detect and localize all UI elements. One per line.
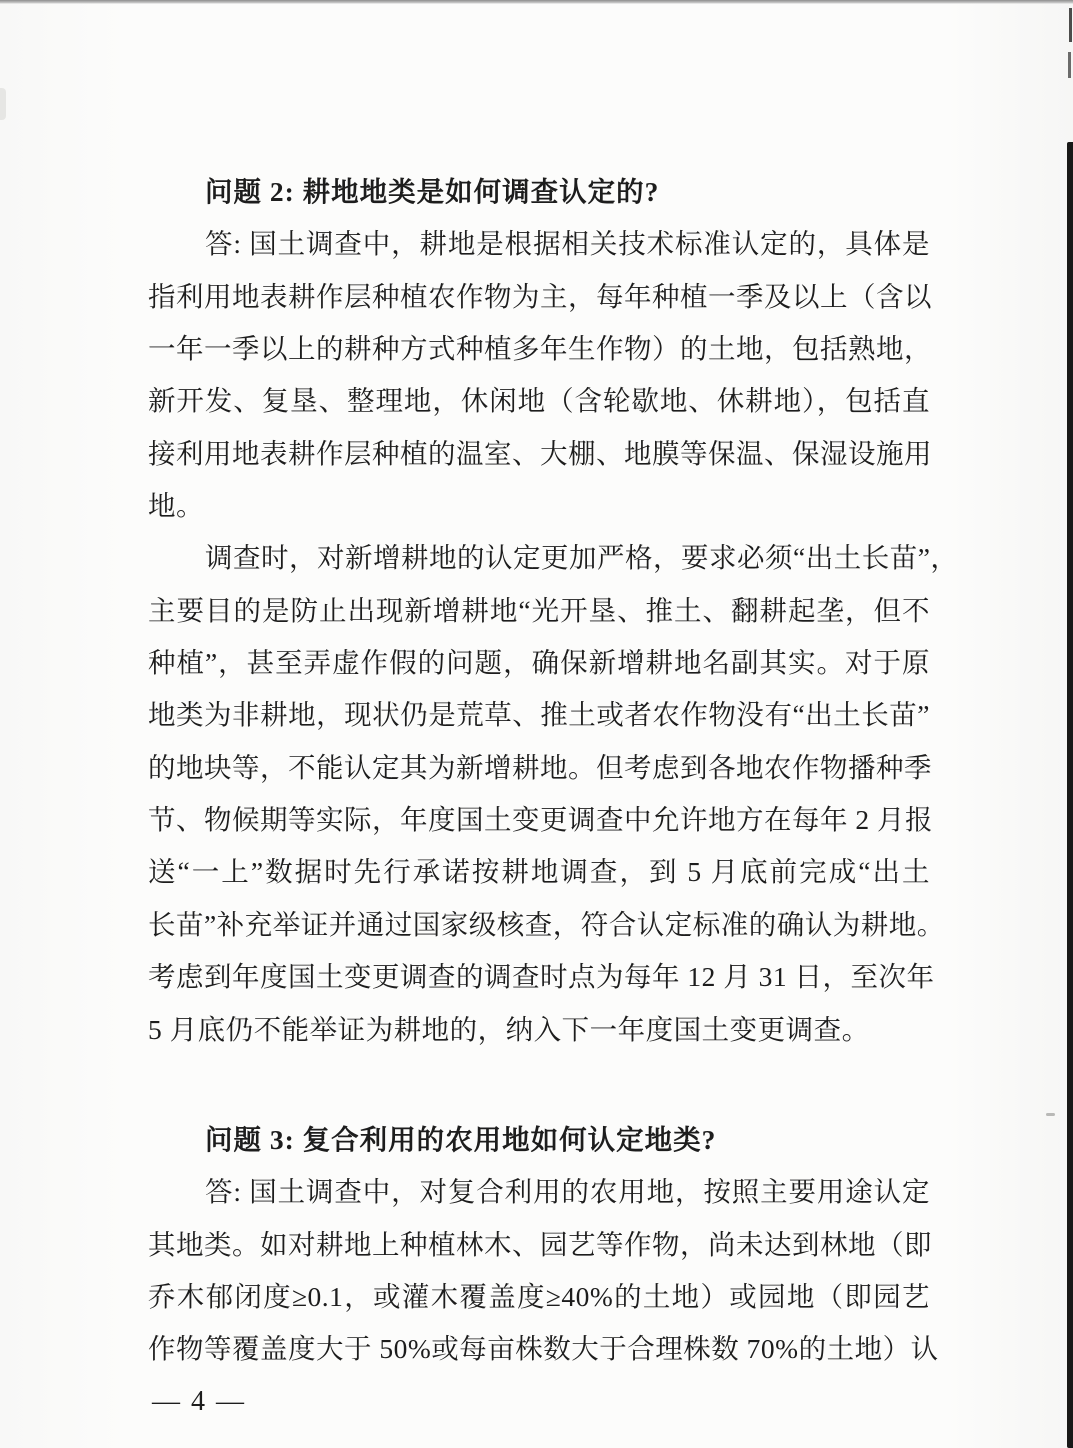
text-line: 一年一季以上的耕种方式种植多年生作物）的土地，包括熟地，: [148, 333, 932, 365]
page-number: — 4 —: [152, 1385, 246, 1417]
question-2-heading: 问题 2: 耕地地类是如何调查认定的?: [205, 176, 660, 207]
text-line: 地。: [148, 490, 204, 522]
text-line: 作物等覆盖度大于 50%或每亩株数大于合理株数 70%的土地）认: [148, 1333, 939, 1365]
text-line: 种植”，甚至弄虚作假的问题，确保新增耕地名副其实。对于原: [148, 647, 930, 679]
scan-right-speck-icon: [1069, 8, 1072, 42]
document-body: [148, 166, 959, 1428]
text-line: 其地类。如对耕地上种植林木、园艺等作物，尚未达到林地（即: [148, 1228, 932, 1260]
text-line: 新开发、复垦、整理地，休闲地（含轮歇地、休耕地），包括直: [148, 385, 930, 417]
text-line: 主要目的是防止出现新增耕地“光开垦、推土、翻耕起垄，但不: [148, 594, 930, 626]
text-line: 长苗”补充举证并通过国家级核查，符合认定标准的确认为耕地。: [148, 908, 945, 940]
text-line: 答: 国土调查中，对复合利用的农用地，按照主要用途认定: [205, 1176, 930, 1208]
scan-dust-speck-icon: [1046, 1113, 1055, 1116]
scan-left-speck-icon: [0, 88, 6, 120]
text-line: 答: 国土调查中，耕地是根据相关技术标准认定的，具体是: [205, 228, 930, 260]
text-line: 调查时，对新增耕地的认定更加严格，要求必须“出土长苗”，: [205, 542, 959, 574]
scan-right-edge-artifact: [1067, 142, 1073, 1448]
text-line: 5 月底仍不能举证为耕地的，纳入下一年度国土变更调查。: [148, 1013, 870, 1045]
text-line: 考虑到年度国土变更调查的调查时点为每年 12 月 31 日，至次年: [148, 961, 935, 993]
scan-top-edge-artifact: [0, 0, 1073, 4]
question-3-heading: 问题 3: 复合利用的农用地如何认定地类?: [205, 1123, 717, 1155]
text-line: 地类为非耕地，现状仍是荒草、推土或者农作物没有“出土长苗”: [148, 699, 930, 731]
text-line: 接利用地表耕作层种植的温室、大棚、地膜等保温、保湿设施用: [148, 437, 932, 469]
scan-right-speck-icon: [1068, 52, 1071, 78]
text-line: 节、物候期等实际，年度国土变更调查中允许地方在每年 2 月报: [148, 804, 933, 836]
text-line: 指利用地表耕作层种植农作物为主，每年种植一季及以上（含以: [148, 280, 932, 312]
text-line: 的地块等，不能认定其为新增耕地。但考虑到各地农作物播种季: [148, 751, 932, 783]
text-line: 乔木郁闭度≥0.1，或灌木覆盖度≥40%的土地）或园地（即园艺: [148, 1280, 930, 1312]
section-gap: [148, 1056, 930, 1114]
text-line: 送“一上”数据时先行承诺按耕地调查，到 5 月底前完成“出土: [148, 856, 930, 888]
